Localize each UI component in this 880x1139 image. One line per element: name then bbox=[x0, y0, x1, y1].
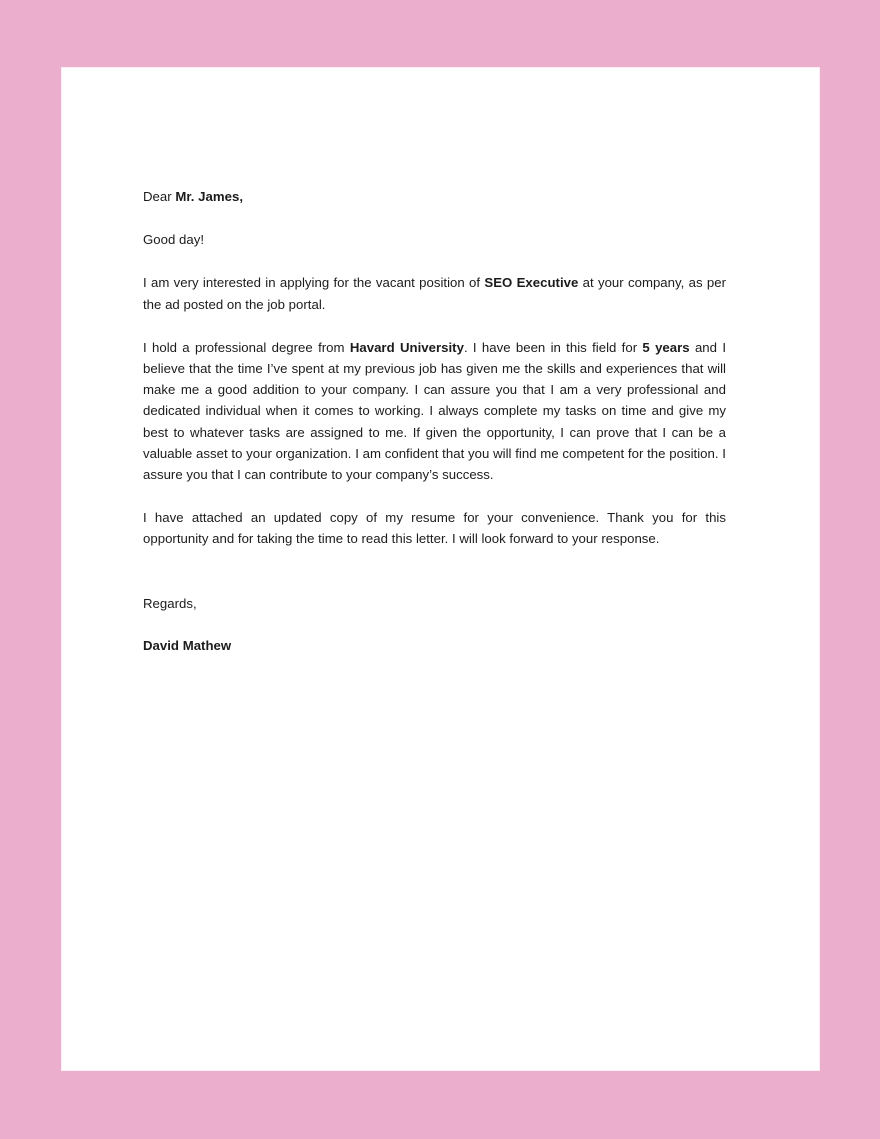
salutation-line bbox=[143, 186, 726, 207]
closing-paragraph: I have attached an updated copy of my resume for your convenience. Thank you for this opportunity and for taking the time to read this letter. I will look forward to your response. bbox=[143, 510, 726, 547]
job-role: SEO Executive bbox=[484, 275, 579, 291]
signer-name: David Mathew bbox=[143, 637, 232, 653]
cover-letter-body bbox=[143, 186, 726, 656]
letter-page bbox=[62, 68, 819, 1070]
signoff-line: Regards, bbox=[143, 595, 197, 611]
years-experience: 5 years bbox=[642, 339, 690, 355]
qualifications-text-part3: and I believe that the time I’ve spent at my previous job has given me the skills and experiences that will make me a good addition to your company. I can assure you that I am a very professional and dedicated individual when it comes to working. I always complete my tasks on time and give my best to whatever tasks are assigned to me. If given the opportunity, I can prove that I can be a valuable asset to your organization. I am confident that you will find me competent for the position. I assure you that I can contribute to your company’s success. bbox=[143, 339, 726, 483]
intro-text-before-role: I am very interested in applying for the vacant position of bbox=[143, 275, 485, 291]
salutation-prefix: Dear bbox=[143, 189, 176, 204]
intro-paragraph bbox=[143, 272, 726, 314]
qualifications-text-part2: . I have been in this field for bbox=[463, 339, 643, 355]
qualifications-paragraph bbox=[143, 337, 726, 485]
greeting-line: Good day! bbox=[143, 232, 205, 248]
qualifications-text-part1: I hold a professional degree from bbox=[143, 339, 350, 355]
intro-text-after-role: at your company, as per the ad posted on the job portal. bbox=[143, 275, 726, 312]
university-name: Havard University bbox=[349, 339, 464, 355]
recipient-name: Mr. James, bbox=[175, 189, 244, 204]
